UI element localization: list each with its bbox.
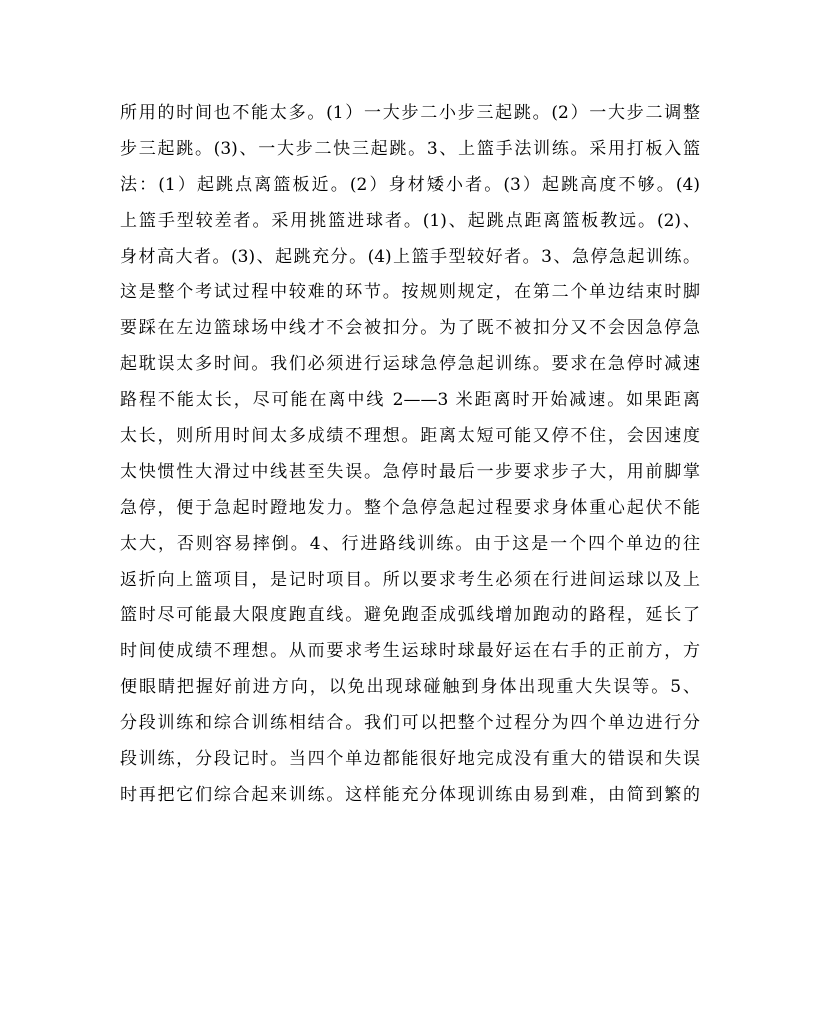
text-line: 所用的时间也不能太多。(1）一大步二小步三起跳。(2）一大步二调整 bbox=[120, 103, 700, 123]
text-line: 便眼睛把握好前进方向，以免出现球碰触到身体出现重大失误等。5、 bbox=[120, 677, 700, 698]
text-line: 时再把它们综合起来训练。这样能充分体现训练由易到难，由简到繁的 bbox=[120, 784, 700, 805]
text-line: 路程不能太长，尽可能在离中线 2——3 米距离时开始减速。如果距离 bbox=[120, 390, 700, 411]
text-line: 起耽误太多时间。我们必须进行运球急停急起训练。要求在急停时减速 bbox=[120, 354, 700, 375]
text-line: 太大，否则容易摔倒。4、行进路线训练。由于这是一个四个单边的往 bbox=[120, 533, 700, 554]
body-text bbox=[120, 96, 700, 814]
text-line: 分段训练和综合训练相结合。我们可以把整个过程分为四个单边进行分 bbox=[120, 713, 700, 734]
text-line: 法：(1）起跳点离篮板近。(2）身材矮小者。(3）起跳高度不够。(4) bbox=[120, 174, 700, 195]
text-line: 步三起跳。(3)、一大步二快三起跳。3、上篮手法训练。采用打板入篮 bbox=[120, 138, 700, 159]
text-line: 这是整个考试过程中较难的环节。按规则规定，在第二个单边结束时脚 bbox=[120, 282, 700, 303]
text-line: 急停，便于急起时蹬地发力。整个急停急起过程要求身体重心起伏不能 bbox=[120, 497, 700, 518]
text-line: 时间使成绩不理想。从而要求考生运球时球最好运在右手的正前方，方 bbox=[120, 641, 700, 662]
text-line: 篮时尽可能最大限度跑直线。避免跑歪成弧线增加跑动的路程，延长了 bbox=[120, 605, 700, 626]
text-line: 上篮手型较差者。采用挑篮进球者。(1)、起跳点距离篮板教远。(2)、 bbox=[120, 210, 700, 231]
text-line: 太快惯性大滑过中线甚至失误。急停时最后一步要求步子大，用前脚掌 bbox=[120, 461, 700, 482]
text-line: 太长，则所用时间太多成绩不理想。距离太短可能又停不住，会因速度 bbox=[120, 426, 700, 447]
text-line: 返折向上篮项目，是记时项目。所以要求考生必须在行进间运球以及上 bbox=[120, 569, 700, 590]
text-line: 段训练，分段记时。当四个单边都能很好地完成没有重大的错误和失误 bbox=[120, 749, 700, 770]
text-line: 要踩在左边篮球场中线才不会被扣分。为了既不被扣分又不会因急停急 bbox=[120, 318, 700, 339]
text-line: 身材高大者。(3)、起跳充分。(4)上篮手型较好者。3、急停急起训练。 bbox=[120, 246, 700, 267]
